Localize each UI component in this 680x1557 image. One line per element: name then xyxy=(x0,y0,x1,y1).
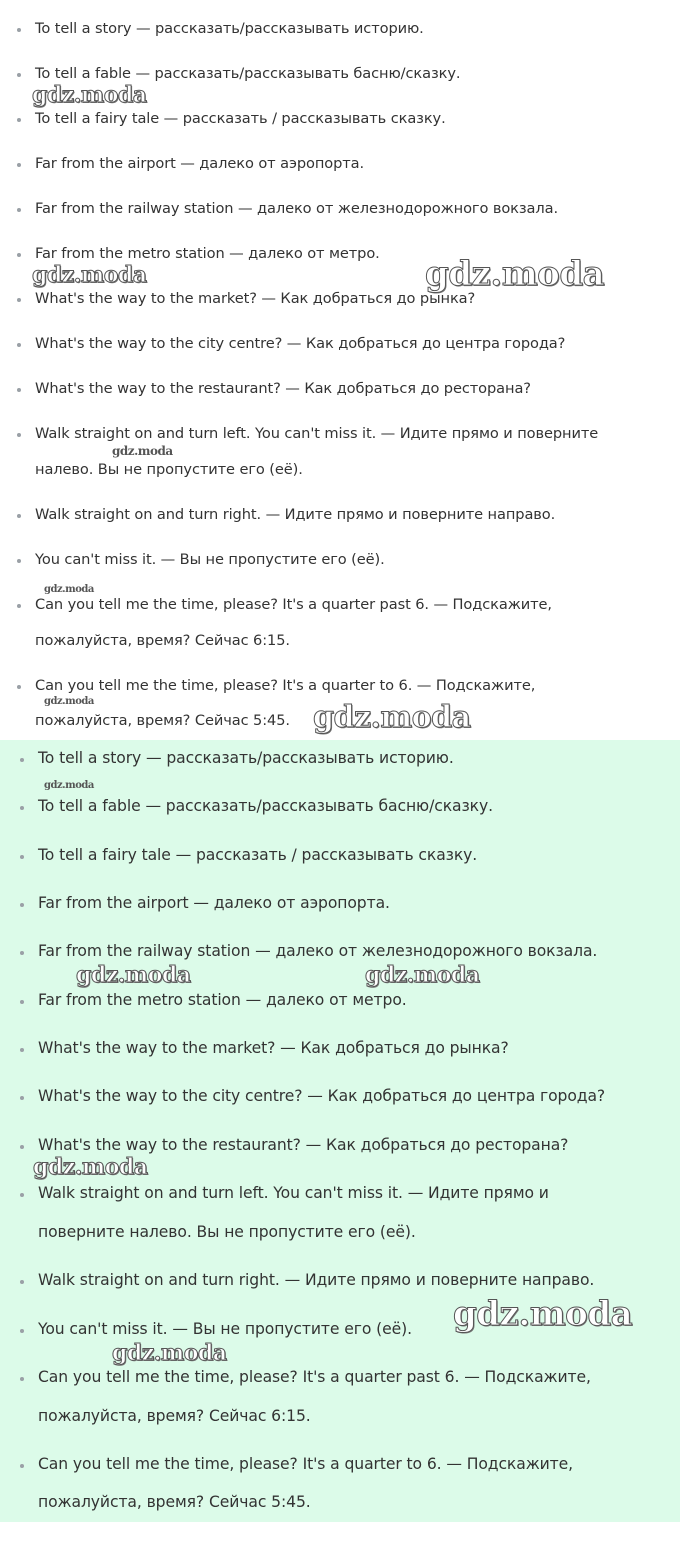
list-item-text: Can you tell me the time, please? It's a quarter to 6. — Подскажите, xyxy=(38,1455,574,1473)
bullet xyxy=(20,1329,24,1333)
list-item-text: What's the way to the city centre? — Как добраться до центра города? xyxy=(35,335,566,352)
list-item-text: Can you tell me the time, please? It's a quarter to 6. — Подскажите, xyxy=(35,677,536,694)
bullet xyxy=(17,163,21,167)
list-item-text-continued: пожалуйста, время? Сейчас 5:45. xyxy=(35,712,290,729)
bullet xyxy=(17,604,21,608)
bullet xyxy=(20,1048,24,1052)
list-item-text: To tell a fable — рассказать/рассказывать басню/сказку. xyxy=(35,65,461,82)
watermark: gdz.moda xyxy=(32,262,147,288)
watermark: gdz.moda xyxy=(76,962,191,988)
watermark: gdz.moda xyxy=(32,82,147,108)
list-item-text: You can't miss it. — Вы не пропустите его (её). xyxy=(38,1320,412,1338)
bullet xyxy=(17,73,21,77)
list-item-text: Can you tell me the time, please? It's a quarter past 6. — Подскажите, xyxy=(35,596,552,613)
list-item-text: Walk straight on and turn left. You can't miss it. — Идите прямо и xyxy=(38,1184,549,1202)
watermark: gdz.moda xyxy=(453,1294,633,1334)
list-item-text: Far from the railway station — далеко от железнодорожного вокзала. xyxy=(35,200,559,217)
list-item-text-continued: поверните налево. Вы не пропустите его (её). xyxy=(38,1223,416,1241)
list-item-text: What's the way to the restaurant? — Как добраться до ресторана? xyxy=(38,1136,569,1154)
list-item-text: Far from the airport — далеко от аэропорта. xyxy=(35,155,365,172)
watermark: gdz.moda xyxy=(112,444,173,458)
bullet xyxy=(20,1193,24,1197)
bullet xyxy=(20,855,24,859)
watermark: gdz.moda xyxy=(44,696,94,707)
watermark: gdz.moda xyxy=(313,700,471,735)
list-item-text: Walk straight on and turn right. — Идите прямо и поверните направо. xyxy=(38,1271,595,1289)
bullet xyxy=(20,758,24,762)
list-item-text: Far from the metro station — далеко от метро. xyxy=(35,245,380,262)
bullet xyxy=(17,433,21,437)
bullet xyxy=(20,1096,24,1100)
list-item-text: Can you tell me the time, please? It's a quarter past 6. — Подскажите, xyxy=(38,1368,591,1386)
phrase-list-section-1 xyxy=(0,0,680,740)
list-item-text: What's the way to the city centre? — Как добраться до центра города? xyxy=(38,1087,606,1105)
bullet xyxy=(20,806,24,810)
bullet xyxy=(17,208,21,212)
bullet xyxy=(20,951,24,955)
list-item-text: Far from the airport — далеко от аэропорта. xyxy=(38,894,390,912)
list-item-text-continued: налево. Вы не пропустите его (её). xyxy=(35,461,303,478)
bullet xyxy=(17,514,21,518)
list-item-text: To tell a fairy tale — рассказать / рассказывать сказку. xyxy=(35,110,446,127)
bullet xyxy=(17,298,21,302)
bullet xyxy=(20,1000,24,1004)
watermark: gdz.moda xyxy=(44,584,94,595)
list-item-text: Far from the metro station — далеко от метро. xyxy=(38,991,407,1009)
bullet xyxy=(17,343,21,347)
bullet xyxy=(20,1377,24,1381)
list-item-text: You can't miss it. — Вы не пропустите его (её). xyxy=(35,551,385,568)
phrase-list-section-2 xyxy=(0,740,680,1522)
watermark: gdz.moda xyxy=(33,1154,148,1180)
bullet xyxy=(17,559,21,563)
bullet xyxy=(20,1464,24,1468)
bullet xyxy=(17,28,21,32)
list-item-text-continued: пожалуйста, время? Сейчас 6:15. xyxy=(35,632,290,649)
list-item-text: Far from the railway station — далеко от железнодорожного вокзала. xyxy=(38,942,598,960)
list-item-text-continued: пожалуйста, время? Сейчас 6:15. xyxy=(38,1407,311,1425)
watermark: gdz.moda xyxy=(425,254,605,294)
list-item-text: What's the way to the market? — Как добраться до рынка? xyxy=(38,1039,509,1057)
list-item-text: To tell a story — рассказать/рассказывать историю. xyxy=(38,749,454,767)
bullet xyxy=(20,903,24,907)
bullet xyxy=(17,253,21,257)
list-item-text: Walk straight on and turn right. — Идите прямо и поверните направо. xyxy=(35,506,556,523)
list-item-text-continued: пожалуйста, время? Сейчас 5:45. xyxy=(38,1493,311,1511)
watermark: gdz.moda xyxy=(44,780,94,791)
list-item-text: Walk straight on and turn left. You can't miss it. — Идите прямо и поверните xyxy=(35,425,599,442)
bullet xyxy=(20,1145,24,1149)
bullet xyxy=(17,118,21,122)
watermark: gdz.moda xyxy=(365,962,480,988)
list-item-text: To tell a story — рассказать/рассказывать историю. xyxy=(35,20,424,37)
list-item-text: To tell a fairy tale — рассказать / рассказывать сказку. xyxy=(38,846,478,864)
list-item-text: What's the way to the market? — Как добраться до рынка? xyxy=(35,290,476,307)
watermark: gdz.moda xyxy=(112,1340,227,1366)
bullet xyxy=(20,1280,24,1284)
list-item-text: What's the way to the restaurant? — Как добраться до ресторана? xyxy=(35,380,531,397)
bullet xyxy=(17,388,21,392)
list-item-text: To tell a fable — рассказать/рассказывать басню/сказку. xyxy=(38,797,493,815)
bullet xyxy=(17,685,21,689)
